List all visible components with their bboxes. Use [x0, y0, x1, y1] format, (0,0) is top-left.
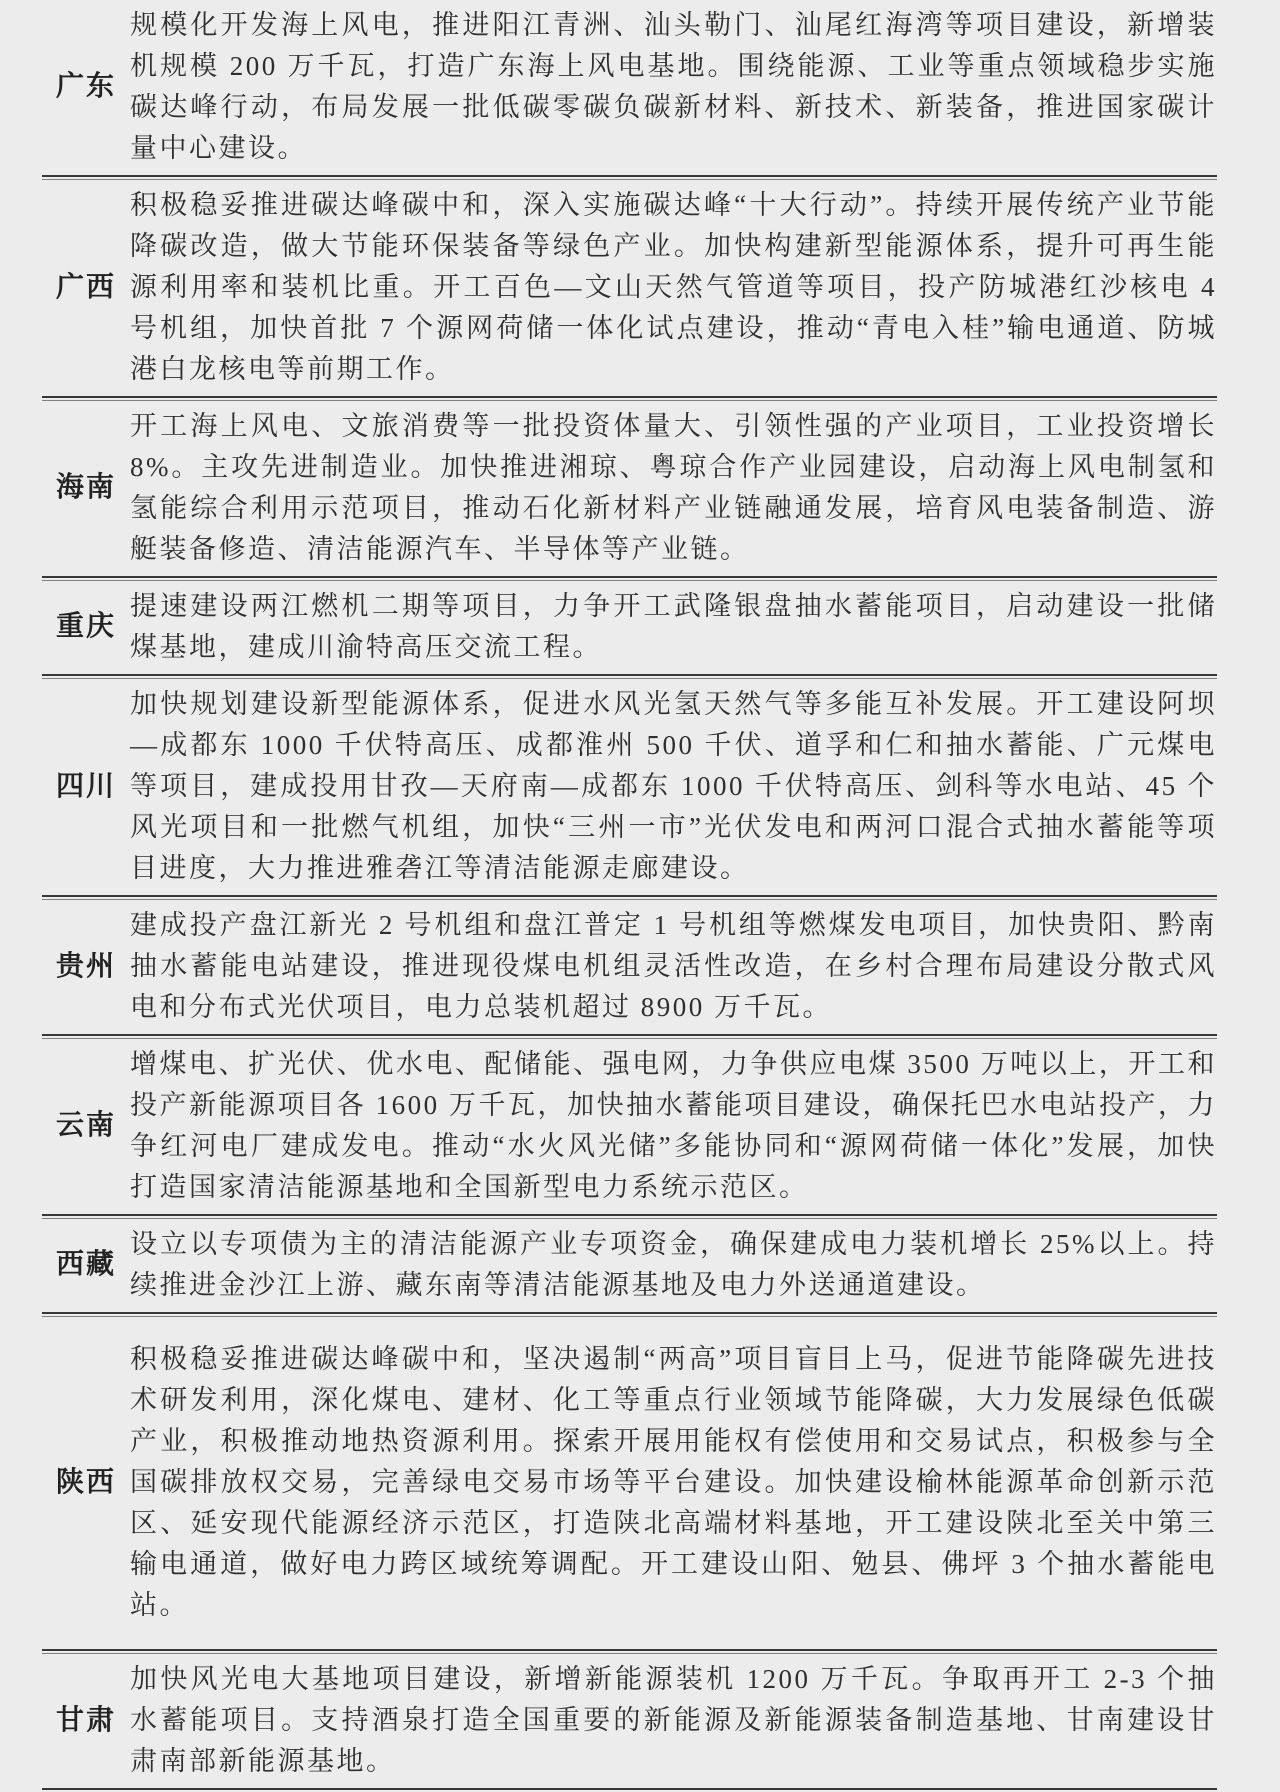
province-policy-text: 设立以专项债为主的清洁能源产业专项资金，确保建成电力装机增长 25%以上。持续推进金沙江上游、藏东南等清洁能源基地及电力外送通道建设。: [130, 1229, 1217, 1300]
table-row-xizang: [42, 1219, 1217, 1312]
province-policy-text: 积极稳妥推进碳达峰碳中和，深入实施碳达峰“十大行动”。持续开展传统产业节能降碳改造，做大节能环保装备等绿色产业。加快构建新型能源体系，提升可再生能源利用率和装机比重。开工百色—文山天然气管道等项目，投产防城港红沙核电 4 号机组，加快首批 7 个源网荷储一体化试点建设，推动“青电入桂”输电通道、防城港白龙核电等前期工作。: [130, 190, 1217, 384]
province-name: 广西: [55, 271, 116, 303]
province-name: 西藏: [55, 1249, 116, 1281]
province-policy-text: 提速建设两江燃机二期等项目，力争开工武隆银盘抽水蓄能项目，启动建设一批储煤基地，建成川渝特高压交流工程。: [130, 591, 1217, 662]
province-name: 广东: [55, 71, 116, 103]
table-row-shaanxi: [42, 1317, 1217, 1649]
province-policy-text: 规模化开发海上风电，推进阳江青洲、汕头勒门、汕尾红海湾等项目建设，新增装机规模 200 万千瓦，打造广东海上风电基地。围绕能源、工业等重点领域稳步实施碳达峰行动，布局发展一批低碳零碳负碳新材料、新技术、新装备，推进国家碳计量中心建设。: [130, 10, 1217, 163]
table-row-sichuan: [42, 679, 1217, 895]
province-policy-text: 加快风光电大基地项目建设，新增新能源装机 1200 万千瓦。争取再开工 2-3 个抽水蓄能项目。支持酒泉打造全国重要的新能源及新能源装备制造基地、甘南建设甘肃南部新能源基地。: [130, 1664, 1217, 1776]
table-row-guangdong: [42, 0, 1217, 175]
table-row-guizhou: [42, 900, 1217, 1034]
province-policy-text: 开工海上风电、文旅消费等一批投资体量大、引领性强的产业项目，工业投资增长 8%。主攻先进制造业。加快推进湘琼、粤琼合作产业园建设，启动海上风电制氢和氢能综合利用示范项目，推动石化新材料产业链融通发展，培育风电装备制造、游艇装备修造、清洁能源汽车、半导体等产业链。: [130, 411, 1217, 564]
province-policy-text: 建成投产盘江新光 2 号机组和盘江普定 1 号机组等燃煤发电项目，加快贵阳、黔南抽水蓄能电站建设，推进现役煤电机组灵活性改造，在乡村合理布局建设分散式风电和分布式光伏项目，电力总装机超过 8900 万千瓦。: [130, 910, 1217, 1022]
province-name: 陕西: [55, 1466, 116, 1498]
province-name: 重庆: [55, 611, 116, 643]
province-name: 海南: [55, 472, 116, 504]
province-name: 云南: [55, 1110, 116, 1142]
table-row-hainan: [42, 401, 1217, 576]
province-name: 甘肃: [55, 1704, 116, 1736]
table-bottom-border: [42, 1788, 1217, 1792]
province-policy-text: 加快规划建设新型能源体系，促进水风光氢天然气等多能互补发展。开工建设阿坝—成都东 1000 千伏特高压、成都淮州 500 千伏、道孚和仁和抽水蓄能、广元煤电等项目，建成投用甘孜—天府南—成都东 1000 千伏特高压、剑科等水电站、45 个风光项目和一批燃气机组，加快“三州一市”光伏发电和两河口混合式抽水蓄能等项目进度，大力推进雅砻江等清洁能源走廊建设。: [130, 689, 1217, 883]
table-row-yunnan: [42, 1039, 1217, 1214]
table-row-gansu: [42, 1654, 1217, 1788]
province-policy-text: 增煤电、扩光伏、优水电、配储能、强电网，力争供应电煤 3500 万吨以上，开工和投产新能源项目各 1600 万千瓦，加快抽水蓄能项目建设，确保托巴水电站投产，力争红河电厂建成发电。推动“水火风光储”多能协同和“源网荷储一体化”发展，加快打造国家清洁能源基地和全国新型电力系统示范区。: [130, 1049, 1217, 1202]
table-row-guangxi: [42, 180, 1217, 396]
province-name: 四川: [55, 770, 116, 802]
province-policy-text: 积极稳妥推进碳达峰碳中和，坚决遏制“两高”项目盲目上马，促进节能降碳先进技术研发利用，深化煤电、建材、化工等重点行业领域节能降碳，大力发展绿色低碳产业，积极推动地热资源利用。探索开展用能权有偿使用和交易试点，积极参与全国碳排放权交易，完善绿电交易市场等平台建设。加快建设榆林能源革命创新示范区、延安现代能源经济示范区，打造陕北高端材料基地，开工建设陕北至关中第三输电通道，做好电力跨区域统筹调配。开工建设山阳、勉县、佛坪 3 个抽水蓄能电站。: [130, 1344, 1217, 1620]
table-row-chongqing: [42, 581, 1217, 674]
province-name: 贵州: [55, 950, 116, 982]
